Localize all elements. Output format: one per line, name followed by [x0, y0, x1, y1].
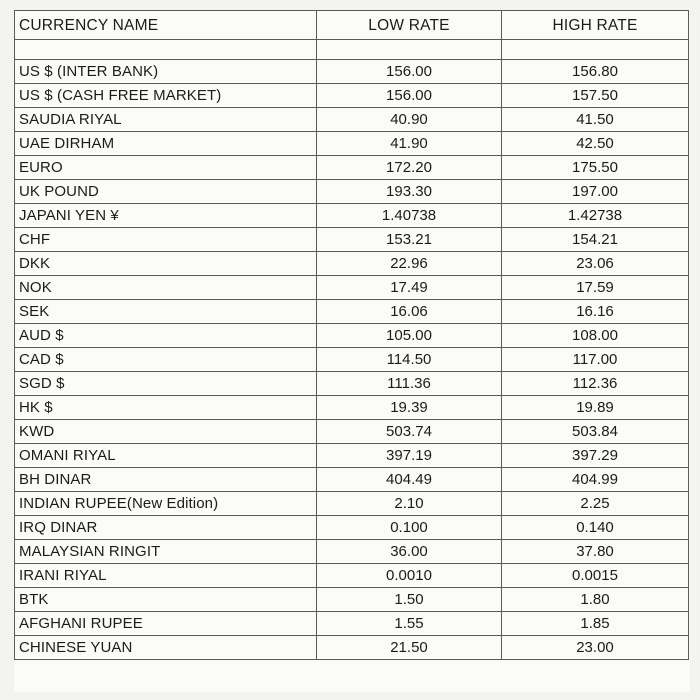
table-header-row	[15, 11, 689, 40]
table-row	[15, 156, 689, 180]
table-row	[15, 180, 689, 204]
high-rate-cell: 117.00	[502, 348, 689, 372]
low-rate-cell: 397.19	[317, 444, 502, 468]
low-rate-cell: 156.00	[317, 60, 502, 84]
currency-name-cell: AFGHANI RUPEE	[15, 612, 317, 636]
high-rate-cell: 1.85	[502, 612, 689, 636]
low-rate-cell: 22.96	[317, 252, 502, 276]
table-row	[15, 468, 689, 492]
high-rate-cell: 19.89	[502, 396, 689, 420]
currency-name-cell: AUD $	[15, 324, 317, 348]
currency-name-cell: HK $	[15, 396, 317, 420]
high-rate-cell: 41.50	[502, 108, 689, 132]
high-rate-cell: 1.80	[502, 588, 689, 612]
low-rate-cell: 0.100	[317, 516, 502, 540]
high-rate-cell: 2.25	[502, 492, 689, 516]
currency-name-cell: BH DINAR	[15, 468, 317, 492]
high-rate-cell: 23.00	[502, 636, 689, 660]
table-row	[15, 84, 689, 108]
low-rate-cell: 16.06	[317, 300, 502, 324]
blank-cell	[317, 40, 502, 60]
low-rate-cell: 193.30	[317, 180, 502, 204]
low-rate-cell: 1.50	[317, 588, 502, 612]
currency-name-cell: CAD $	[15, 348, 317, 372]
currency-name-cell: US $ (INTER BANK)	[15, 60, 317, 84]
table-row	[15, 132, 689, 156]
rate-sheet	[14, 10, 690, 692]
table-row	[15, 588, 689, 612]
header-high-rate: HIGH RATE	[502, 11, 689, 40]
table-body	[15, 40, 689, 660]
header-low-rate: LOW RATE	[317, 11, 502, 40]
low-rate-cell: 36.00	[317, 540, 502, 564]
low-rate-cell: 0.0010	[317, 564, 502, 588]
currency-name-cell: UK POUND	[15, 180, 317, 204]
table-row	[15, 300, 689, 324]
table-row	[15, 60, 689, 84]
table-row	[15, 612, 689, 636]
high-rate-cell: 112.36	[502, 372, 689, 396]
table-row	[15, 204, 689, 228]
high-rate-cell: 17.59	[502, 276, 689, 300]
high-rate-cell: 175.50	[502, 156, 689, 180]
currency-name-cell: INDIAN RUPEE(New Edition)	[15, 492, 317, 516]
table-row	[15, 492, 689, 516]
low-rate-cell: 114.50	[317, 348, 502, 372]
table-row	[15, 636, 689, 660]
high-rate-cell: 37.80	[502, 540, 689, 564]
low-rate-cell: 1.40738	[317, 204, 502, 228]
currency-name-cell: SEK	[15, 300, 317, 324]
currency-name-cell: JAPANI YEN ¥	[15, 204, 317, 228]
low-rate-cell: 503.74	[317, 420, 502, 444]
currency-name-cell: UAE DIRHAM	[15, 132, 317, 156]
high-rate-cell: 197.00	[502, 180, 689, 204]
low-rate-cell: 156.00	[317, 84, 502, 108]
table-row	[15, 396, 689, 420]
currency-name-cell: OMANI RIYAL	[15, 444, 317, 468]
table-row	[15, 540, 689, 564]
header-currency-name: CURRENCY NAME	[15, 11, 317, 40]
table-row	[15, 420, 689, 444]
table-row	[15, 372, 689, 396]
table-row	[15, 252, 689, 276]
low-rate-cell: 1.55	[317, 612, 502, 636]
high-rate-cell: 1.42738	[502, 204, 689, 228]
currency-name-cell: SAUDIA RIYAL	[15, 108, 317, 132]
low-rate-cell: 21.50	[317, 636, 502, 660]
table-row	[15, 228, 689, 252]
table-row	[15, 516, 689, 540]
currency-name-cell: DKK	[15, 252, 317, 276]
currency-name-cell: CHF	[15, 228, 317, 252]
high-rate-cell: 397.29	[502, 444, 689, 468]
low-rate-cell: 105.00	[317, 324, 502, 348]
low-rate-cell: 17.49	[317, 276, 502, 300]
low-rate-cell: 40.90	[317, 108, 502, 132]
high-rate-cell: 0.140	[502, 516, 689, 540]
currency-rate-table	[14, 10, 689, 660]
table-row	[15, 324, 689, 348]
table-row	[15, 564, 689, 588]
low-rate-cell: 404.49	[317, 468, 502, 492]
blank-cell	[502, 40, 689, 60]
high-rate-cell: 0.0015	[502, 564, 689, 588]
currency-name-cell: MALAYSIAN RINGIT	[15, 540, 317, 564]
high-rate-cell: 108.00	[502, 324, 689, 348]
currency-name-cell: IRANI RIYAL	[15, 564, 317, 588]
high-rate-cell: 23.06	[502, 252, 689, 276]
high-rate-cell: 156.80	[502, 60, 689, 84]
currency-name-cell: BTK	[15, 588, 317, 612]
currency-name-cell: KWD	[15, 420, 317, 444]
blank-cell	[15, 40, 317, 60]
low-rate-cell: 41.90	[317, 132, 502, 156]
currency-name-cell: EURO	[15, 156, 317, 180]
low-rate-cell: 172.20	[317, 156, 502, 180]
low-rate-cell: 19.39	[317, 396, 502, 420]
high-rate-cell: 503.84	[502, 420, 689, 444]
currency-name-cell: SGD $	[15, 372, 317, 396]
high-rate-cell: 42.50	[502, 132, 689, 156]
high-rate-cell: 404.99	[502, 468, 689, 492]
blank-row	[15, 40, 689, 60]
table-row	[15, 348, 689, 372]
currency-name-cell: CHINESE YUAN	[15, 636, 317, 660]
currency-name-cell: US $ (CASH FREE MARKET)	[15, 84, 317, 108]
high-rate-cell: 154.21	[502, 228, 689, 252]
table-row	[15, 108, 689, 132]
currency-name-cell: NOK	[15, 276, 317, 300]
high-rate-cell: 157.50	[502, 84, 689, 108]
table-row	[15, 276, 689, 300]
table-row	[15, 444, 689, 468]
high-rate-cell: 16.16	[502, 300, 689, 324]
low-rate-cell: 153.21	[317, 228, 502, 252]
currency-name-cell: IRQ DINAR	[15, 516, 317, 540]
low-rate-cell: 111.36	[317, 372, 502, 396]
low-rate-cell: 2.10	[317, 492, 502, 516]
